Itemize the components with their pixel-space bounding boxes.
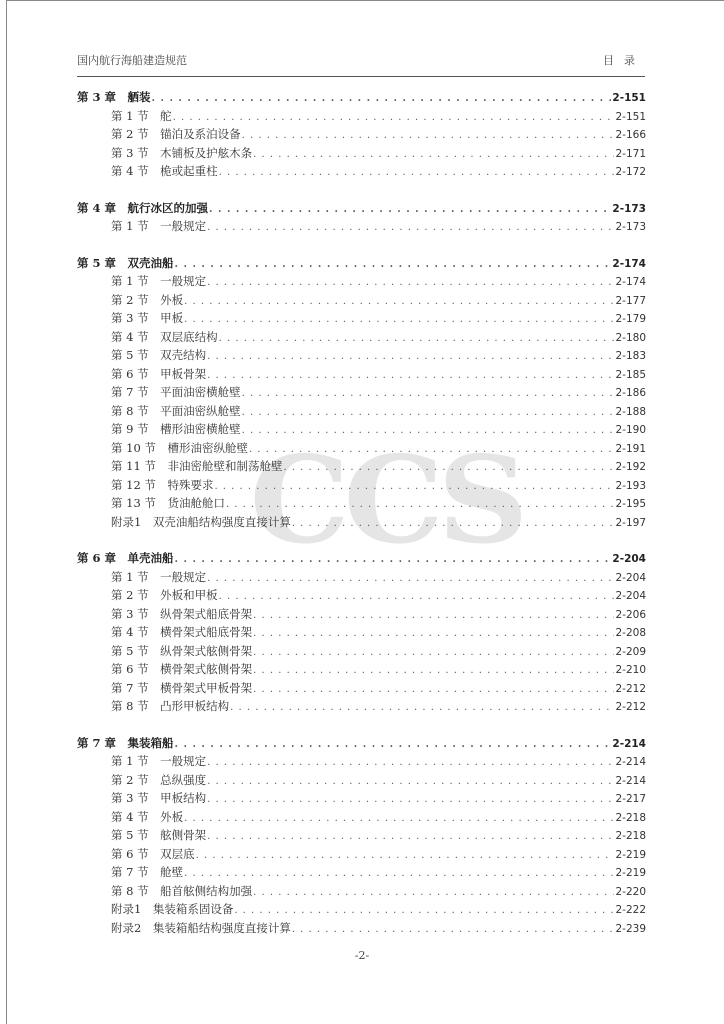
- toc-entry-page: 2-151: [615, 110, 646, 123]
- toc-entry-label: 第 9 节 槽形油密横舱壁: [111, 422, 241, 436]
- toc-leader-dots: [207, 219, 614, 238]
- header-section: 目录: [603, 54, 645, 67]
- toc-section-entry[interactable]: [77, 309, 646, 328]
- toc-section-entry[interactable]: [77, 826, 646, 845]
- toc-entry-page: 2-217: [615, 793, 646, 805]
- toc-section-entry[interactable]: [77, 679, 646, 698]
- toc-entry-page: 2-191: [615, 442, 646, 455]
- toc-section-entry[interactable]: [77, 697, 646, 716]
- toc-chapter-entry[interactable]: [77, 88, 646, 107]
- toc-entry-label: 第 4 节 桅或起重柱: [111, 164, 218, 178]
- toc-entry-page: 2-190: [615, 424, 646, 436]
- toc-entry-label: 第 3 节 甲板: [111, 311, 184, 325]
- toc-section-entry[interactable]: [77, 771, 646, 790]
- toc-gap: [77, 236, 646, 254]
- toc-chapter-entry[interactable]: [77, 734, 646, 753]
- toc-entry-page: 2-204: [615, 571, 646, 584]
- toc-section-entry[interactable]: [77, 863, 646, 882]
- toc-entry-label: 第 6 节 双层底: [111, 846, 195, 861]
- toc-section-entry[interactable]: [77, 789, 646, 808]
- toc-section-entry[interactable]: [77, 513, 646, 532]
- toc-entry-label: 附录2 集装箱船结构强度直接计算: [111, 920, 291, 935]
- toc-entry-label: 第 10 节 槽形油密纵舱壁: [111, 440, 248, 455]
- table-of-contents: [77, 88, 646, 937]
- toc-entry-page: 2-195: [615, 498, 646, 510]
- toc-entry-page: 2-172: [615, 166, 646, 178]
- toc-section-entry[interactable]: [77, 144, 646, 163]
- toc-leader-dots: [219, 164, 615, 183]
- toc-entry-page: 2-173: [615, 221, 646, 233]
- toc-entry-page: 2-188: [615, 405, 646, 418]
- toc-entry-page: 2-212: [615, 682, 646, 695]
- toc-section-entry[interactable]: [77, 882, 646, 901]
- toc-leader-dots: [292, 515, 615, 534]
- toc-entry-label: 第 2 节 外板: [111, 292, 184, 307]
- toc-section-entry[interactable]: [77, 291, 646, 310]
- toc-leader-dots: [292, 921, 615, 940]
- toc-leader-dots: [230, 699, 614, 718]
- toc-entry-page: 2-192: [615, 461, 646, 473]
- toc-entry-page: 2-185: [615, 368, 646, 381]
- toc-entry-page: 2-212: [615, 701, 646, 713]
- toc-entry-label: 第 12 节 特殊要求: [111, 477, 214, 492]
- toc-entry-label: 附录1 双壳油船结构强度直接计算: [111, 514, 291, 529]
- toc-entry-page: 2-219: [615, 848, 646, 861]
- toc-entry-page: 2-179: [615, 313, 646, 325]
- toc-chapter-entry[interactable]: [77, 199, 646, 218]
- toc-entry-label: 第 1 节 一般规定: [111, 754, 207, 768]
- toc-entry-label: 第 5 节 舷侧骨架: [111, 828, 207, 842]
- toc-gap: [77, 531, 646, 549]
- toc-section-entry[interactable]: [77, 365, 646, 384]
- toc-section-entry[interactable]: [77, 845, 646, 864]
- toc-entry-label: 第 7 章 集装箱船: [77, 735, 174, 750]
- toc-section-entry[interactable]: [77, 919, 646, 938]
- toc-entry-label: 第 3 节 甲板结构: [111, 791, 207, 805]
- toc-entry-label: 第 8 节 凸形甲板结构: [111, 699, 230, 713]
- toc-entry-page: 2-214: [612, 737, 646, 750]
- toc-entry-page: 2-239: [615, 922, 646, 935]
- toc-section-entry[interactable]: [77, 623, 646, 642]
- toc-entry-label: 第 1 节 一般规定: [111, 274, 207, 288]
- page-header: [77, 52, 645, 72]
- toc-section-entry[interactable]: [77, 420, 646, 439]
- toc-entry-label: 第 8 节 船首舷侧结构加强: [111, 883, 253, 898]
- toc-entry-label: 第 4 章 航行冰区的加强: [77, 200, 209, 215]
- toc-entry-label: 第 7 节 舱壁: [111, 865, 184, 879]
- toc-gap: [77, 716, 646, 734]
- toc-entry-page: 2-173: [612, 202, 646, 215]
- toc-entry-page: 2-214: [615, 756, 646, 768]
- toc-section-entry[interactable]: [77, 402, 646, 421]
- toc-section-entry[interactable]: [77, 586, 646, 605]
- toc-entry-label: 第 2 节 总纵强度: [111, 772, 207, 787]
- toc-section-entry[interactable]: [77, 346, 646, 365]
- toc-gap: [77, 181, 646, 199]
- toc-chapter-entry[interactable]: [77, 254, 646, 273]
- toc-entry-label: 第 1 节 舵: [111, 108, 172, 123]
- toc-section-entry[interactable]: [77, 217, 646, 236]
- toc-entry-label: 第 3 章 舾装: [77, 90, 151, 104]
- toc-entry-label: 第 5 节 纵骨架式舷侧骨架: [111, 643, 253, 658]
- page-number: -2-: [354, 949, 370, 962]
- toc-entry-page: 2-210: [615, 664, 646, 676]
- toc-entry-page: 2-220: [615, 885, 646, 898]
- toc-section-entry[interactable]: [77, 494, 646, 513]
- toc-entry-page: 2-197: [615, 516, 646, 529]
- toc-entry-page: 2-151: [612, 92, 646, 104]
- header-title: 国内航行海船建造规范: [77, 54, 187, 67]
- header-rule: [77, 76, 645, 77]
- toc-entry-page: 2-209: [615, 645, 646, 658]
- toc-section-entry[interactable]: [77, 808, 646, 827]
- toc-entry-label: 第 3 节 纵骨架式船底骨架: [111, 606, 253, 621]
- toc-entry-page: 2-219: [615, 867, 646, 879]
- toc-entry-label: 第 3 节 木铺板及护舷木条: [111, 145, 253, 160]
- toc-entry-page: 2-174: [612, 257, 646, 270]
- toc-entry-label: 第 11 节 非油密舱壁和制荡舱壁: [111, 459, 283, 473]
- toc-entry-page: 2-218: [615, 830, 646, 842]
- toc-section-entry[interactable]: [77, 272, 646, 291]
- toc-entry-label: 第 2 节 外板和甲板: [111, 588, 218, 602]
- toc-entry-label: 第 5 节 双壳结构: [111, 348, 207, 362]
- toc-section-entry[interactable]: [77, 605, 646, 624]
- toc-entry-page: 2-186: [615, 387, 646, 399]
- toc-entry-page: 2-171: [615, 147, 646, 160]
- toc-entry-page: 2-206: [615, 608, 646, 621]
- toc-entry-label: 第 4 节 横骨架式船底骨架: [111, 625, 253, 639]
- toc-section-entry[interactable]: [77, 439, 646, 458]
- toc-section-entry[interactable]: [77, 660, 646, 679]
- toc-entry-page: 2-174: [615, 276, 646, 288]
- toc-section-entry[interactable]: [77, 900, 646, 919]
- toc-section-entry[interactable]: [77, 107, 646, 126]
- toc-section-entry[interactable]: [77, 457, 646, 476]
- toc-entry-label: 第 13 节 货油舱舱口: [111, 496, 225, 510]
- toc-section-entry[interactable]: [77, 642, 646, 661]
- toc-entry-label: 第 6 章 单壳油船: [77, 551, 174, 565]
- toc-section-entry[interactable]: [77, 383, 646, 402]
- page-border-top: [6, 0, 724, 1]
- toc-entry-label: 附录1 集装箱系固设备: [111, 902, 234, 916]
- toc-entry-label: 第 7 节 横骨架式甲板骨架: [111, 680, 253, 695]
- toc-entry-label: 第 7 节 平面油密横舱壁: [111, 385, 241, 399]
- toc-entry-label: 第 8 节 平面油密纵舱壁: [111, 403, 241, 418]
- toc-entry-label: 第 2 节 锚泊及系泊设备: [111, 127, 241, 141]
- toc-entry-page: 2-214: [615, 774, 646, 787]
- toc-entry-label: 第 4 节 双层底结构: [111, 329, 218, 344]
- toc-section-entry[interactable]: [77, 568, 646, 587]
- toc-entry-label: 第 1 节 一般规定: [111, 219, 207, 233]
- toc-entry-page: 2-166: [615, 129, 646, 141]
- toc-entry-page: 2-208: [615, 627, 646, 639]
- toc-entry-page: 2-180: [615, 331, 646, 344]
- toc-entry-label: 第 5 章 双壳油船: [77, 255, 174, 270]
- toc-entry-label: 第 4 节 外板: [111, 809, 184, 824]
- toc-entry-label: 第 1 节 一般规定: [111, 569, 207, 584]
- toc-entry-page: 2-193: [615, 479, 646, 492]
- toc-entry-page: 2-183: [615, 350, 646, 362]
- toc-entry-label: 第 6 节 甲板骨架: [111, 366, 207, 381]
- toc-entry-page: 2-177: [615, 294, 646, 307]
- toc-section-entry[interactable]: [77, 125, 646, 144]
- toc-entry-page: 2-204: [615, 590, 646, 602]
- toc-chapter-entry[interactable]: [77, 549, 646, 568]
- page-border-left: [6, 0, 7, 1024]
- toc-section-entry[interactable]: [77, 752, 646, 771]
- toc-entry-page: 2-222: [615, 904, 646, 916]
- toc-section-entry[interactable]: [77, 476, 646, 495]
- toc-entry-label: 第 6 节 横骨架式舷侧骨架: [111, 662, 253, 676]
- toc-section-entry[interactable]: [77, 162, 646, 181]
- ccs-watermark: CCS: [249, 430, 523, 571]
- toc-section-entry[interactable]: [77, 328, 646, 347]
- toc-entry-page: 2-218: [615, 811, 646, 824]
- toc-entry-page: 2-204: [612, 553, 646, 565]
